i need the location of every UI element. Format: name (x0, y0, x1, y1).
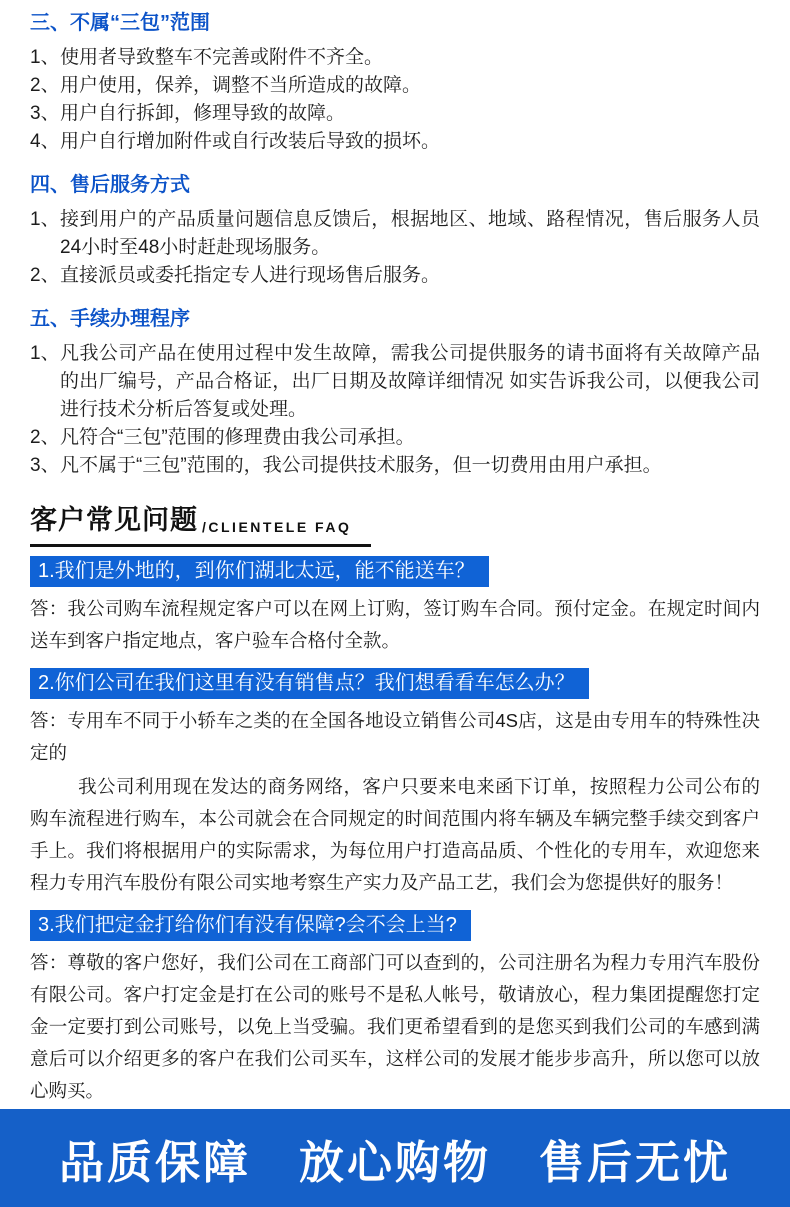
list-item (30, 128, 760, 156)
list-item (30, 44, 760, 72)
faq-heading-wrap (30, 498, 760, 547)
faq-answer: 答：我公司购车流程规定客户可以在网上订购，签订购车合同。预付定金。在规定时间内送车到客户指定地点，客户验车合格付全款。 (30, 598, 760, 651)
list-item-number: 2、 (30, 75, 60, 96)
faq-question-bar: 2.你们公司在我们这里有没有销售点？我们想看看车怎么办？ (30, 668, 589, 699)
section-procedures (30, 306, 760, 480)
faq-answer: 答：专用车不同于小轿车之类的在全国各地设立销售公司4S店，这是由专用车的特殊性决定的 (30, 710, 760, 763)
list-item (30, 262, 760, 290)
list-item (30, 100, 760, 128)
section-not-covered-by-warranty (30, 10, 760, 156)
list-item-number: 2、 (30, 427, 60, 448)
list-item-number: 3、 (30, 103, 60, 124)
section-title: 四、售后服务方式 (30, 174, 190, 196)
list-item-text: 用户自行增加附件或自行改装后导致的损坏。 (60, 131, 441, 152)
list-item-text: 凡不属于“三包”范围的，我公司提供技术服务，但一切费用由用户承担。 (60, 455, 662, 476)
faq-question-bar: 1.我们是外地的，到你们湖北太远，能不能送车？ (30, 556, 489, 587)
faq-title-chinese: 客户常见问题 (30, 505, 198, 535)
faq-heading (30, 498, 371, 547)
section-title: 五、手续办理程序 (30, 308, 190, 330)
list-item-number: 2、 (30, 265, 60, 286)
section-title: 三、不属“三包”范围 (30, 12, 210, 34)
faq-question-bar: 3.我们把定金打给你们有没有保障?会不会上当? (30, 910, 471, 941)
banner-slogan: 品质保障 放心购物 售后无忧 (58, 1136, 731, 1188)
list-item-text: 凡符合“三包”范围的修理费由我公司承担。 (60, 427, 415, 448)
section-after-sales-service (30, 172, 760, 290)
faq-item-3 (30, 901, 760, 1107)
list-item (30, 452, 760, 480)
list-item (30, 424, 760, 452)
list-item-text: 接到用户的产品质量问题信息反馈后，根据地区、地域、路程情况，售后服务人员24小时至48小时赶赴现场服务。 (60, 209, 760, 258)
list-item-text: 直接派员或委托指定专人进行现场售后服务。 (60, 265, 441, 286)
list-item-text: 用户自行拆卸，修理导致的故障。 (60, 103, 346, 124)
list-item-number: 3、 (30, 455, 60, 476)
bottom-banner (0, 1109, 790, 1207)
faq-answer-continued: 我公司利用现在发达的商务网络，客户只要来电来函下订单，按照程力公司公布的购车流程进行购车，本公司就会在合同规定的时间范围内将车辆及车辆完整手续交到客户手上。我们将根据用户的实际需求，为每位用户打造高品质、个性化的专用车，欢迎您来程力专用汽车股份有限公司实地考察生产实力及产品工艺，我们会为您提供好的服务！ (30, 776, 760, 893)
list-item (30, 72, 760, 100)
faq-answer: 答：尊敬的客户您好，我们公司在工商部门可以查到的，公司注册名为程力专用汽车股份有限公司。客户打定金是打在公司的账号不是私人帐号，敬请放心，程力集团提醒您打定金一定要打到公司账号，以免上当受骗。我们更希望看到的是您买到我们公司的车感到满意后可以介绍更多的客户在我们公司买车，这样公司的发展才能步步高升，所以您可以放心购买。 (30, 952, 760, 1101)
list-item (30, 340, 760, 424)
list-item (30, 206, 760, 262)
list-item-number: 1、 (30, 47, 60, 68)
faq-title-english: /CLIENTELE FAQ (202, 519, 352, 535)
list-item-text: 使用者导致整车不完善或附件不齐全。 (60, 47, 384, 68)
list-item-number: 4、 (30, 131, 60, 152)
faq-item-1 (30, 547, 760, 657)
faq-item-2 (30, 659, 760, 899)
list-item-text: 用户使用，保养，调整不当所造成的故障。 (60, 75, 422, 96)
list-item-text: 凡我公司产品在使用过程中发生故障，需我公司提供服务的请书面将有关故障产品的出厂编号，产品合格证，出厂日期及故障详细情况 如实告诉我公司，以便我公司进行技术分析后答复或处理。 (60, 343, 760, 420)
list-item-number: 1、 (30, 343, 60, 364)
list-item-number: 1、 (30, 209, 60, 230)
